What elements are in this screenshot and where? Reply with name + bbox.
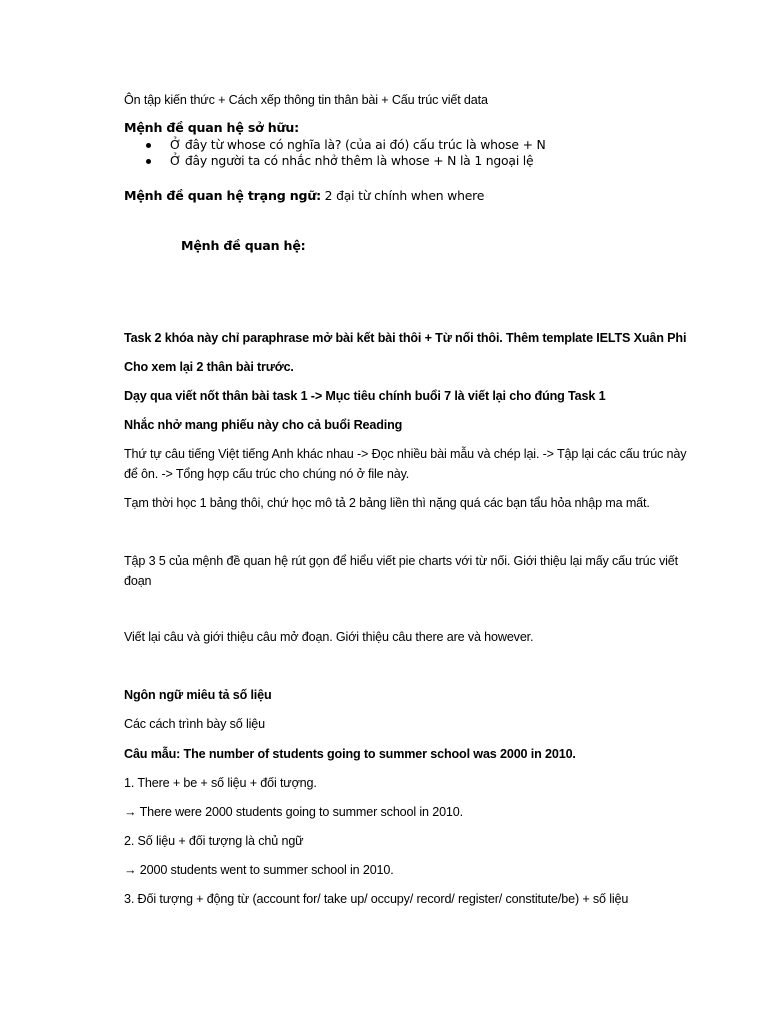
- structure-example-2: → 2000 students went to summer school in 2010.: [124, 863, 394, 877]
- reduced-relative-clause-paragraph: Tập 3 5 của mệnh đề quan hệ rút gọn để hiểu viết pie charts với từ nối. Giới thiệu lại mấy cấu trúc viết đoạn: [124, 554, 678, 588]
- sample-sentence: Câu mẫu: The number of students going to summer school was 2000 in 2010.: [124, 747, 576, 761]
- bullet-item-whose-meaning: Ở đây từ whose có nghĩa là? (của ai đó) cấu trúc là whose + N: [170, 137, 546, 152]
- data-presentation-ways: Các cách trình bày số liệu: [124, 717, 266, 731]
- relative-clause-heading: Mệnh đề quan hệ:: [181, 238, 306, 253]
- review-heading: Ôn tập kiến thức + Cách xếp thông tin thân bài + Cấu trúc viết data: [124, 93, 488, 107]
- adverbial-relative-clause-text: 2 đại từ chính when where: [320, 188, 485, 203]
- structure-item-2: 2. Số liệu + đối tượng là chủ ngữ: [124, 834, 304, 848]
- bullet-icon: [146, 143, 151, 148]
- review-body-note: Cho xem lại 2 thân bài trước.: [124, 360, 294, 374]
- possessive-relative-clause-heading: Mệnh đề quan hệ sở hữu:: [124, 120, 299, 135]
- rewrite-sentence-note: Viết lại câu và giới thiệu câu mở đoạn. Giới thiệu câu there are và however.: [124, 630, 534, 644]
- task2-note: Task 2 khóa này chỉ paraphrase mở bài kết bài thôi + Từ nối thôi. Thêm template IELTS Xuân Phi: [124, 331, 687, 345]
- adverbial-relative-clause-heading: Mệnh đề quan hệ trạng ngữ:: [124, 188, 321, 203]
- bullet-icon: [146, 159, 151, 164]
- structure-item-1: 1. There + be + số liệu + đối tượng.: [124, 776, 317, 790]
- bullet-item-whose-exception: Ở đây người ta có nhắc nhở thêm là whose + N là 1 ngoại lệ: [170, 153, 534, 168]
- adverbial-relative-clause-line: [124, 188, 484, 204]
- structure-item-3: 3. Đối tượng + động từ (account for/ take up/ occupy/ record/ register/ constitute/be) + số liệu: [124, 892, 629, 906]
- one-table-note: Tạm thời học 1 bảng thôi, chứ học mô tả 2 bảng liền thì nặng quá các bạn tẩu hỏa nhập ma mất.: [124, 496, 650, 510]
- structure-example-1: → There were 2000 students going to summer school in 2010.: [124, 805, 463, 819]
- sentence-order-paragraph: Thứ tự câu tiếng Việt tiếng Anh khác nhau -> Đọc nhiều bài mẫu và chép lại. -> Tập lại các cấu trúc này để ôn. -> Tổng hợp cấu trúc cho chúng nó ở file này.: [124, 447, 687, 481]
- reading-reminder: Nhắc nhở mang phiếu này cho cả buổi Reading: [124, 418, 403, 432]
- task1-teaching-note: Dạy qua viết nốt thân bài task 1 -> Mục tiêu chính buổi 7 là viết lại cho đúng Task 1: [124, 389, 606, 403]
- data-language-heading: Ngôn ngữ miêu tả số liệu: [124, 688, 272, 702]
